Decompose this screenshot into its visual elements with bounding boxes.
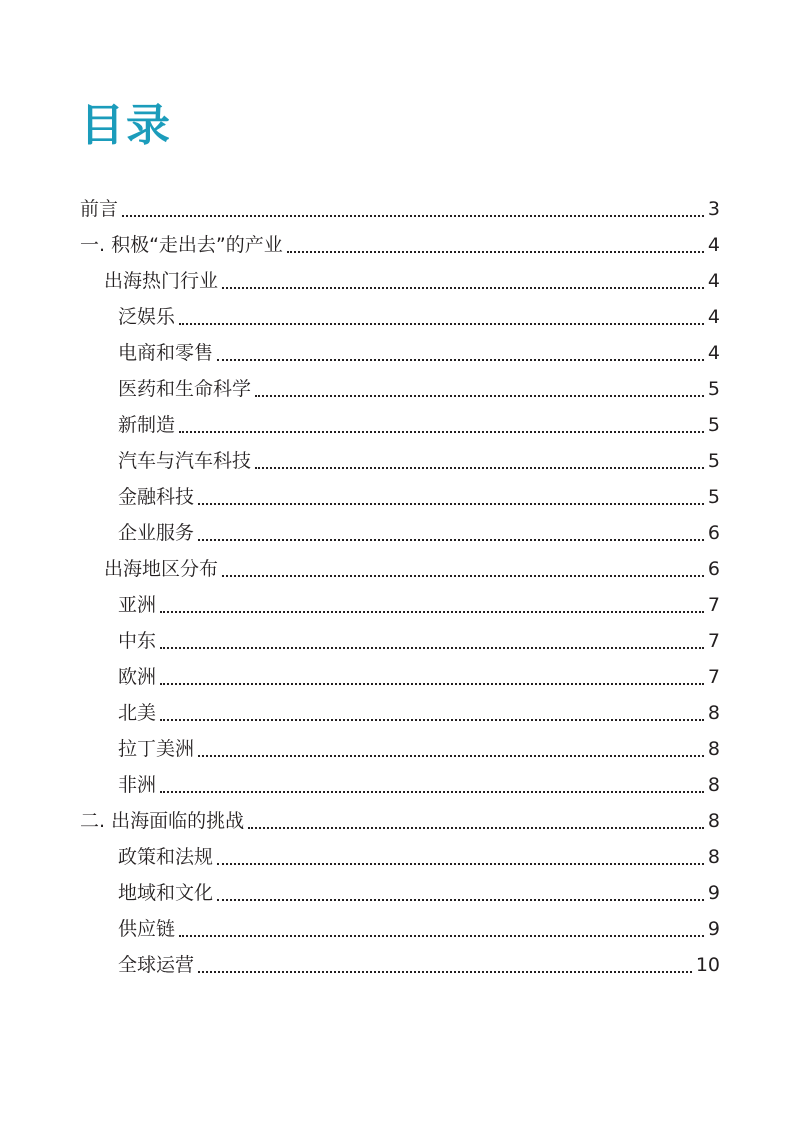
dot-leader	[160, 719, 704, 721]
toc-entry-page: 7	[707, 594, 720, 616]
toc-entry-subsection[interactable]	[118, 698, 720, 728]
toc-title: 目录	[80, 100, 172, 151]
toc-entry-label: 拉丁美洲	[118, 738, 195, 760]
dot-leader	[198, 971, 692, 973]
toc-entry-label: 医药和生命科学	[118, 378, 252, 400]
dot-leader	[217, 899, 704, 901]
dot-leader	[198, 539, 704, 541]
dot-leader	[179, 935, 704, 937]
toc-entry-label: 电商和零售	[118, 342, 214, 364]
toc-entry-subsection[interactable]	[118, 590, 720, 620]
toc-entry-page: 6	[707, 558, 720, 580]
toc-entry-page: 5	[707, 378, 720, 400]
dot-leader	[160, 647, 704, 649]
toc-entry-page: 8	[707, 702, 720, 724]
toc-entry-label: 非洲	[118, 774, 157, 796]
toc-entry-label: 出海热门行业	[104, 270, 219, 292]
toc-entry-page: 5	[707, 486, 720, 508]
toc-entry-label: 北美	[118, 702, 157, 724]
toc-entry-page: 6	[707, 522, 720, 544]
toc-entry-page: 9	[707, 882, 720, 904]
dot-leader	[160, 611, 704, 613]
dot-leader	[198, 755, 704, 757]
toc-entry-label: 二. 出海面临的挑战	[80, 810, 245, 832]
dot-leader	[222, 575, 704, 577]
dot-leader	[217, 359, 704, 361]
toc-entry-subsection[interactable]	[118, 410, 720, 440]
toc-entry-label: 地域和文化	[118, 882, 214, 904]
toc-entry-subsection[interactable]	[118, 338, 720, 368]
toc-entry-label: 一. 积极“走出去”的产业	[80, 234, 283, 256]
toc-entry-page: 4	[707, 342, 720, 364]
toc-entry-page: 8	[707, 846, 720, 868]
toc-entry-label: 政策和法规	[118, 846, 214, 868]
toc-entry-page: 7	[707, 666, 720, 688]
toc-entry-subsection[interactable]	[118, 662, 720, 692]
toc-entry-section-regional-distribution[interactable]	[104, 554, 720, 584]
toc-entry-section-popular-industries[interactable]	[104, 266, 720, 296]
toc-entry-subsection[interactable]	[118, 626, 720, 656]
toc-entry-subsection[interactable]	[118, 446, 720, 476]
toc-entry-page: 4	[707, 234, 720, 256]
toc-entry-subsection[interactable]	[118, 950, 720, 980]
toc-entry-label: 泛娱乐	[118, 306, 176, 328]
toc-entry-label: 企业服务	[118, 522, 195, 544]
toc-entry-page: 9	[707, 918, 720, 940]
dot-leader	[255, 395, 704, 397]
toc-entry-page: 10	[695, 954, 720, 976]
toc-entry-page: 3	[707, 198, 720, 220]
toc-entry-label: 新制造	[118, 414, 176, 436]
toc-entry-label: 出海地区分布	[104, 558, 219, 580]
toc-entry-chapter-2[interactable]	[80, 806, 720, 836]
dot-leader	[222, 287, 704, 289]
dot-leader	[160, 791, 704, 793]
toc-entry-label: 金融科技	[118, 486, 195, 508]
toc-entry-subsection[interactable]	[118, 518, 720, 548]
toc-entry-page: 8	[707, 774, 720, 796]
toc-entry-subsection[interactable]	[118, 842, 720, 872]
toc-entry-page: 5	[707, 450, 720, 472]
dot-leader	[217, 863, 704, 865]
dot-leader	[198, 503, 704, 505]
toc-entry-page: 4	[707, 306, 720, 328]
toc-entry-subsection[interactable]	[118, 734, 720, 764]
toc-entry-subsection[interactable]	[118, 302, 720, 332]
toc-entry-subsection[interactable]	[118, 770, 720, 800]
toc-entry-page: 4	[707, 270, 720, 292]
toc-entry-label: 供应链	[118, 918, 176, 940]
dot-leader	[160, 683, 704, 685]
toc-entry-label: 欧洲	[118, 666, 157, 688]
dot-leader	[179, 431, 704, 433]
dot-leader	[248, 827, 704, 829]
toc-entry-subsection[interactable]	[118, 374, 720, 404]
dot-leader	[122, 215, 704, 217]
toc-entry-page: 7	[707, 630, 720, 652]
dot-leader	[287, 251, 704, 253]
toc-entry-page: 8	[707, 738, 720, 760]
toc-entry-subsection[interactable]	[118, 914, 720, 944]
toc-entry-label: 汽车与汽车科技	[118, 450, 252, 472]
toc-entry-page: 8	[707, 810, 720, 832]
toc-entry-label: 前言	[80, 198, 119, 220]
dot-leader	[179, 323, 704, 325]
toc-entry-label: 全球运营	[118, 954, 195, 976]
toc-entry-page: 5	[707, 414, 720, 436]
toc-entry-subsection[interactable]	[118, 878, 720, 908]
toc-entry-label: 中东	[118, 630, 157, 652]
toc-entry-subsection[interactable]	[118, 482, 720, 512]
toc-entry-label: 亚洲	[118, 594, 157, 616]
toc-entry-preface[interactable]	[80, 194, 720, 224]
toc-entry-chapter-1[interactable]	[80, 230, 720, 260]
dot-leader	[255, 467, 704, 469]
